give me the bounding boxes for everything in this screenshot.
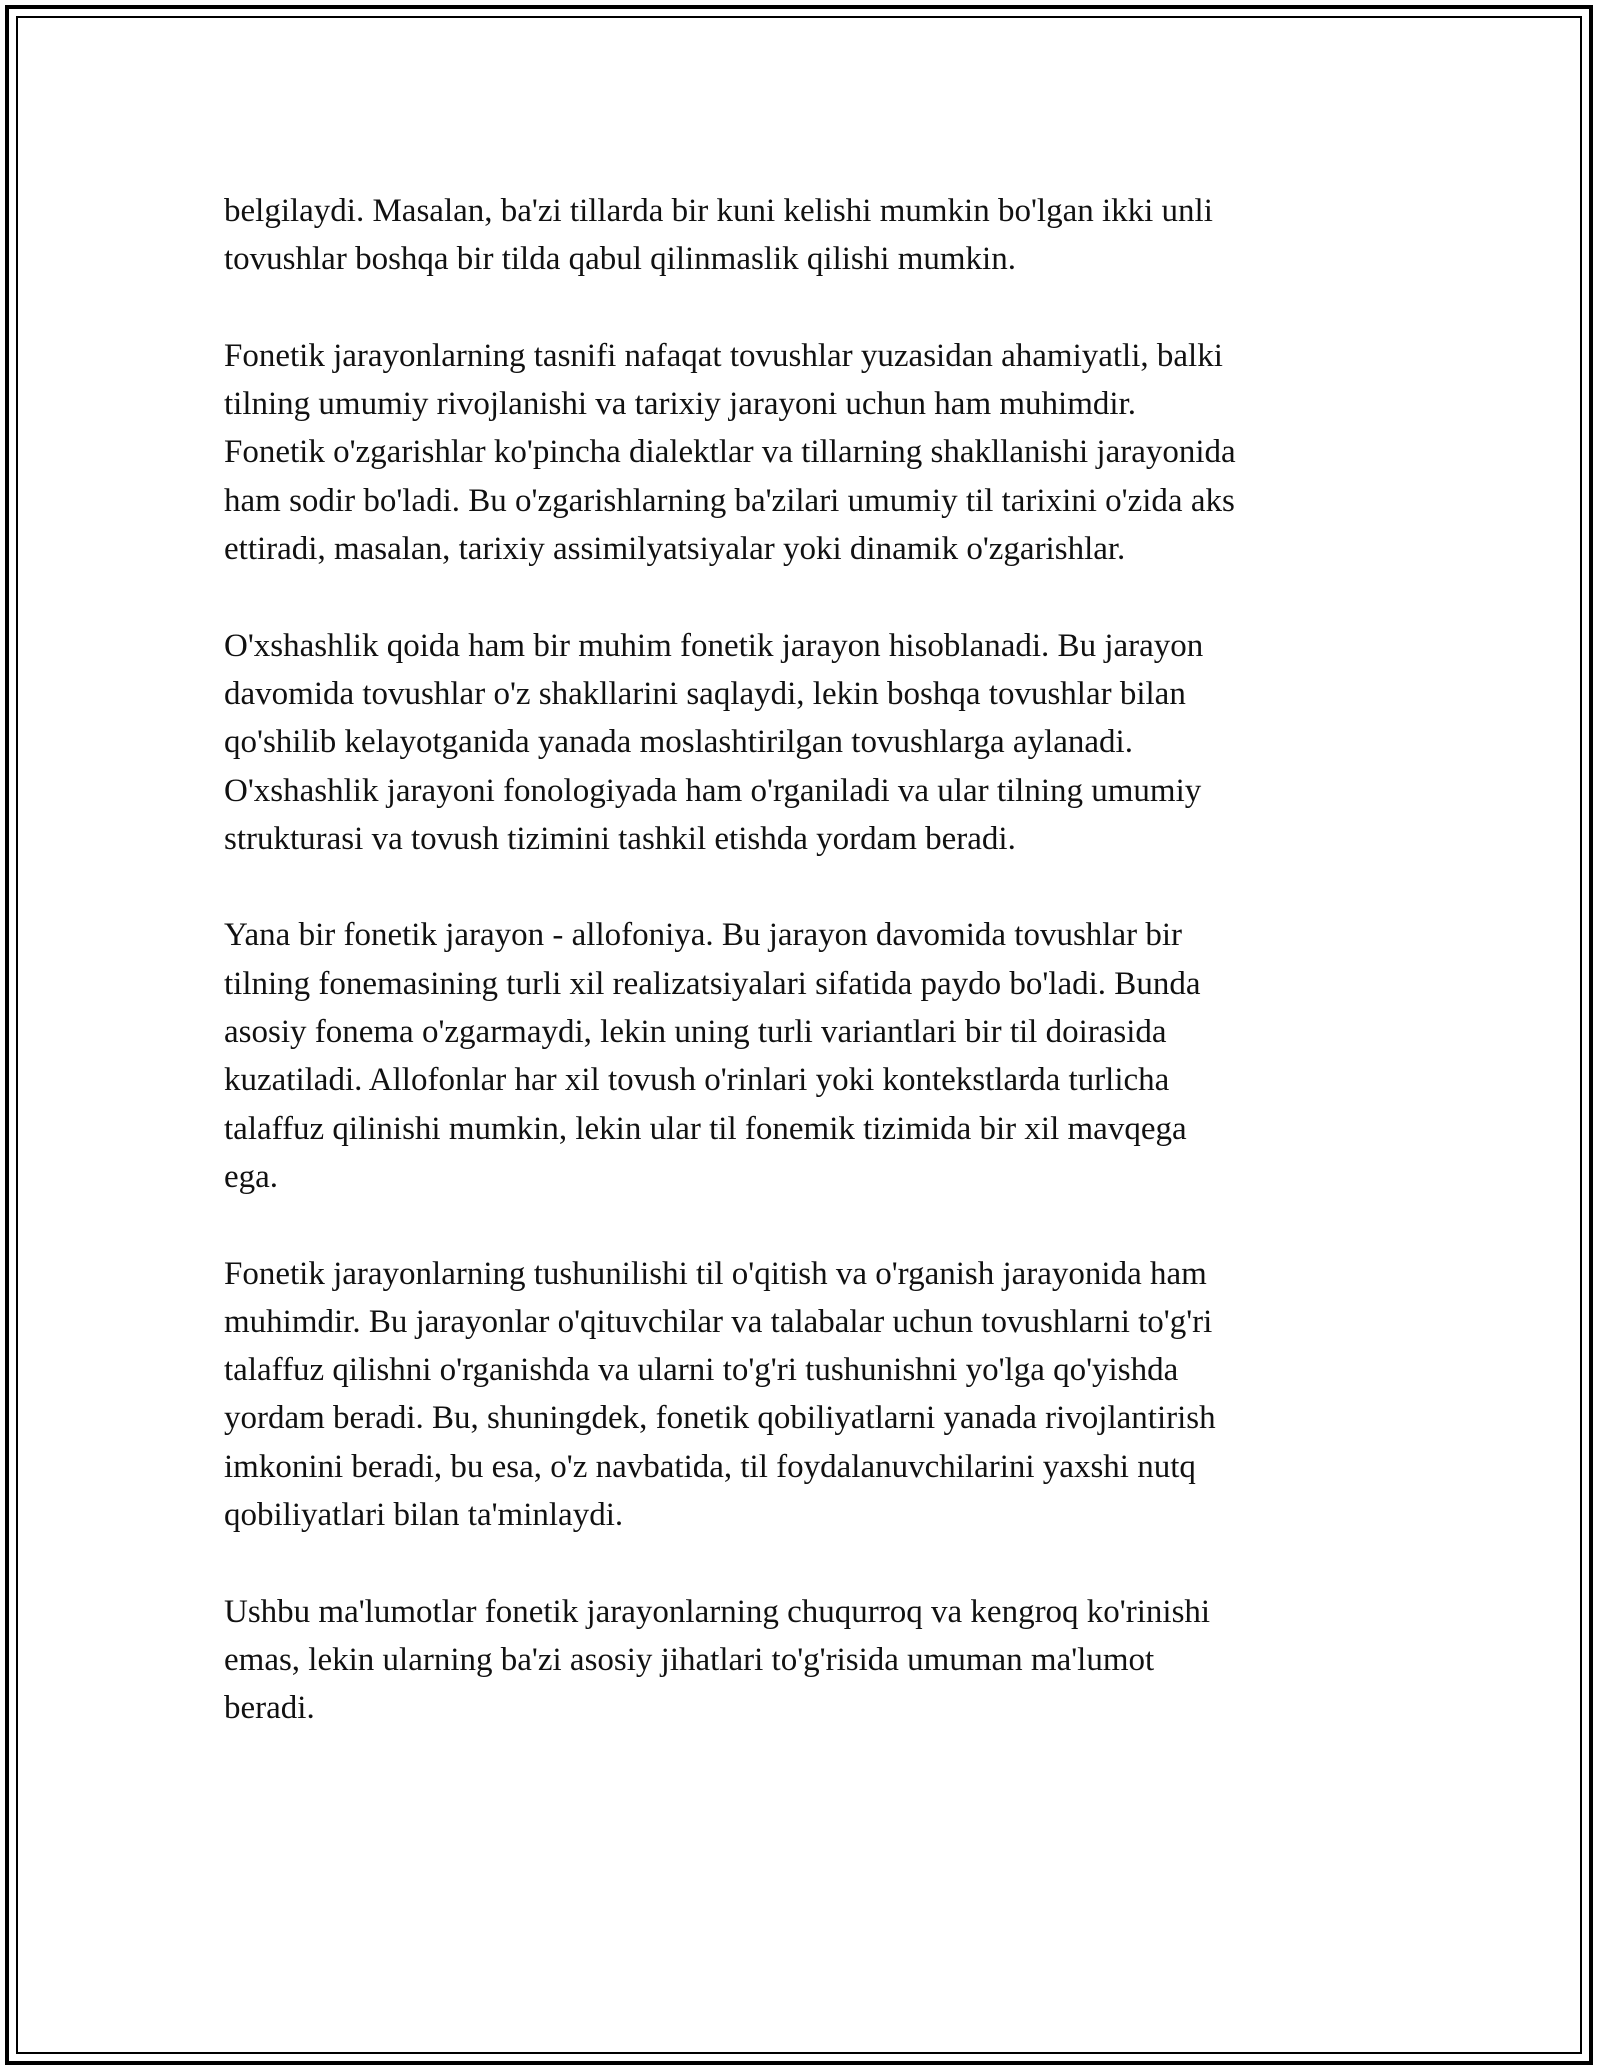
paragraph-4 xyxy=(224,911,1374,1201)
text-line: qobiliyatlari bilan ta'minlaydi. xyxy=(224,1497,624,1534)
text-line: talaffuz qilinishi mumkin, lekin ular til fonemik tizimida bir xil mavqega xyxy=(224,1110,1187,1147)
text-line: davomida tovushlar o'z shakllarini saqlaydi, lekin boshqa tovushlar bilan xyxy=(224,675,1186,712)
text-line: Fonetik jarayonlarning tushunilishi til o'qitish va o'rganish jarayonida ham xyxy=(224,1255,1207,1292)
paragraph-3 xyxy=(224,622,1374,863)
text-line: O'xshashlik qoida ham bir muhim fonetik jarayon hisoblanadi. Bu jarayon xyxy=(224,627,1204,664)
text-line: Fonetik o'zgarishlar ko'pincha dialektlar va tillarning shakllanishi jarayonida xyxy=(224,434,1236,471)
text-line: O'xshashlik jarayoni fonologiyada ham o'rganiladi va ular tilning umumiy xyxy=(224,772,1202,809)
text-line: qo'shilib kelayotganida yanada moslashtirilgan tovushlarga aylanadi. xyxy=(224,724,1133,761)
document-body xyxy=(224,187,1374,1733)
text-line: yordam beradi. Bu, shuningdek, fonetik qobiliyatlarni yanada rivojlantirish xyxy=(224,1400,1216,1437)
text-line: ettiradi, masalan, tarixiy assimilyatsiyalar yoki dinamik o'zgarishlar. xyxy=(224,531,1126,568)
text-line: tilning fonemasining turli xil realizatsiyalari sifatida paydo bo'ladi. Bunda xyxy=(224,965,1201,1002)
paragraph-2 xyxy=(224,332,1374,573)
text-line: Yana bir fonetik jarayon - allofoniya. Bu jarayon davomida tovushlar bir xyxy=(224,917,1182,954)
text-line: ega. xyxy=(224,1158,279,1195)
text-line: emas, lekin ularning ba'zi asosiy jihatlari to'g'risida umuman ma'lumot xyxy=(224,1641,1155,1678)
text-line: strukturasi va tovush tizimini tashkil etishda yordam beradi. xyxy=(224,820,1016,857)
text-line: beradi. xyxy=(224,1690,315,1727)
text-line: muhimdir. Bu jarayonlar o'qituvchilar va talabalar uchun tovushlarni to'g'ri xyxy=(224,1303,1213,1340)
paragraph-1 xyxy=(224,187,1374,284)
text-line: Ushbu ma'lumotlar fonetik jarayonlarning chuqurroq va kengroq ko'rinishi xyxy=(224,1593,1211,1630)
paragraph-5 xyxy=(224,1250,1374,1540)
text-line: kuzatiladi. Allofonlar har xil tovush o'rinlari yoki kontekstlarda turlicha xyxy=(224,1062,1170,1099)
text-line: Fonetik jarayonlarning tasnifi nafaqat tovushlar yuzasidan ahamiyatli, balki xyxy=(224,337,1223,374)
text-line: tovushlar boshqa bir tilda qabul qilinmaslik qilishi mumkin. xyxy=(224,241,1016,278)
text-line: imkonini beradi, bu esa, o'z navbatida, til foydalanuvchilarini yaxshi nutq xyxy=(224,1448,1196,1485)
paragraph-6 xyxy=(224,1588,1374,1733)
text-line: talaffuz qilishni o'rganishda va ularni to'g'ri tushunishni yo'lga qo'yishda xyxy=(224,1352,1179,1389)
text-line: belgilaydi. Masalan, ba'zi tillarda bir kuni kelishi mumkin bo'lgan ikki unli xyxy=(224,193,1213,229)
text-line: tilning umumiy rivojlanishi va tarixiy jarayoni uchun ham muhimdir. xyxy=(224,386,1136,423)
text-line: ham sodir bo'ladi. Bu o'zgarishlarning ba'zilari umumiy til tarixini o'zida aks xyxy=(224,482,1235,519)
text-line: asosiy fonema o'zgarmaydi, lekin uning turli variantlari bir til doirasida xyxy=(224,1014,1167,1051)
